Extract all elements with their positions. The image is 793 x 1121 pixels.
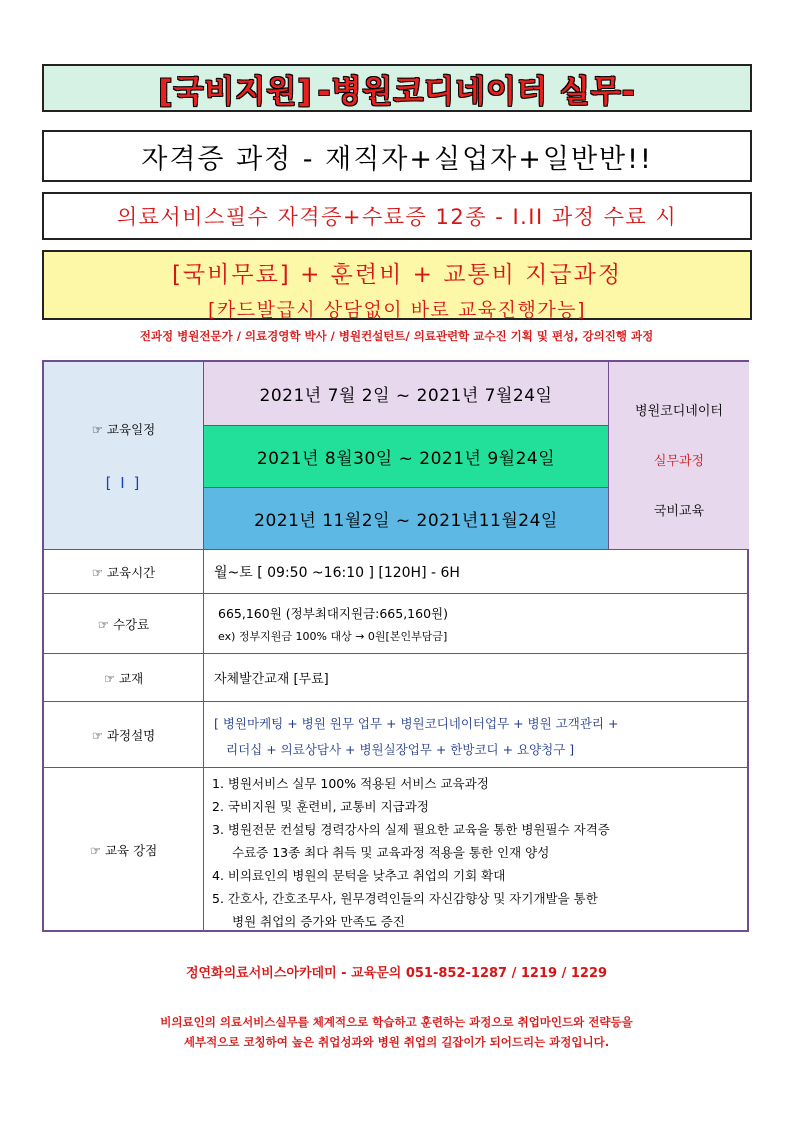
time-label: ☞ 교육시간 [44, 550, 204, 594]
strength-item-2: 2. 국비지원 및 훈련비, 교통비 지급과정 [212, 799, 429, 814]
strength-item-5-cont: 병원 취업의 증가와 만족도 증진 [232, 914, 405, 929]
free-course-main: [국비무료] + 훈련비 + 교통비 지급과정 [171, 262, 623, 288]
side-text-1: 병원코디네이터 [635, 404, 723, 419]
strength-item-3-cont: 수료증 13종 최다 취득 및 교육과정 적용을 통한 인재 양성 [232, 845, 550, 860]
schedule-level: [ I ] [105, 473, 142, 492]
footer-desc-2: 세부적으로 코칭하여 높은 취업성과와 병원 취업의 길잡이가 되어드리는 과정입니다. [183, 1035, 610, 1049]
book-label: ☞ 교재 [44, 654, 204, 702]
schedule-side-cell [609, 362, 749, 550]
schedule-date-2: 2021년 8월30일 ~ 2021년 9월24일 [204, 426, 609, 488]
side-text-3: 국비교육 [653, 504, 705, 519]
strength-item-1: 1. 병원서비스 실무 100% 적용된 서비스 교육과정 [212, 776, 489, 791]
footer-description [0, 1012, 793, 1052]
fee-value-1: 665,160원 (정부최대지원금:665,160원) [218, 606, 448, 621]
strength-item-3: 3. 병원전문 컨설팅 경력강사의 실제 필요한 교육을 통한 병원필수 자격증 [212, 822, 610, 837]
desc-value-2: 리더십 + 의료상담사 + 병원실장업무 + 한방코디 + 요양청구 ] [226, 742, 575, 757]
cert-line: 의료서비스필수 자격증+수료증 12종 - I.II 과정 수료 시 [42, 192, 752, 240]
free-course-banner [42, 250, 752, 320]
title-prefix: [국비지원] [158, 73, 313, 110]
time-value: 월~토 [ 09:50 ~16:10 ] [120H] - 6H [204, 550, 749, 594]
book-value: 자체발간교재 [무료] [204, 654, 749, 702]
title-banner [42, 64, 752, 112]
page-title: -병원코디네이터 실무- [317, 73, 636, 110]
strength-item-4: 4. 비의료인의 병원의 문턱을 낮추고 취업의 기회 확대 [212, 868, 506, 883]
schedule-date-3: 2021년 11월2일 ~ 2021년11월24일 [204, 488, 609, 550]
free-course-sub: [카드발급시 상담없이 바로 교육진행가능] [208, 299, 586, 321]
fee-label: ☞ 수강료 [44, 594, 204, 654]
course-line: 자격증 과정 - 재직자+실업자+일반반!! [42, 130, 752, 182]
fee-value-2: ex) 정부지원금 100% 대상 → 0원[본인부담금] [218, 630, 448, 643]
desc-value-1: [ 병원마케팅 + 병원 원무 업무 + 병원코디네이터업무 + 병원 고객관리 + [214, 716, 619, 731]
side-text-2: 실무과정 [653, 454, 705, 469]
desc-label: ☞ 과정설명 [44, 702, 204, 768]
course-table [42, 360, 749, 932]
schedule-label: ☞ 교육일정 [91, 421, 156, 437]
strength-item-5: 5. 간호사, 간호조무사, 원무경력인들의 자신감향상 및 자기개발을 통한 [212, 891, 598, 906]
strength-label: ☞ 교육 강점 [44, 768, 204, 932]
schedule-label-cell [44, 362, 204, 550]
footer-desc-1: 비의료인의 의료서비스실무를 체계적으로 학습하고 훈련하는 과정으로 취업마인드와 전략등을 [160, 1015, 633, 1029]
strength-list [204, 768, 749, 932]
fee-value-cell [204, 594, 749, 654]
instructor-note: 전과정 병원전문가 / 의료경영학 박사 / 병원컨설턴트/ 의료관련학 교수진 기획 및 편성, 강의진행 과정 [139, 329, 654, 343]
contact-line: 정연화의료서비스아카데미 - 교육문의 051-852-1287 / 1219 / 1229 [185, 966, 608, 981]
schedule-date-1: 2021년 7월 2일 ~ 2021년 7월24일 [204, 362, 609, 426]
desc-value-cell [204, 702, 749, 768]
